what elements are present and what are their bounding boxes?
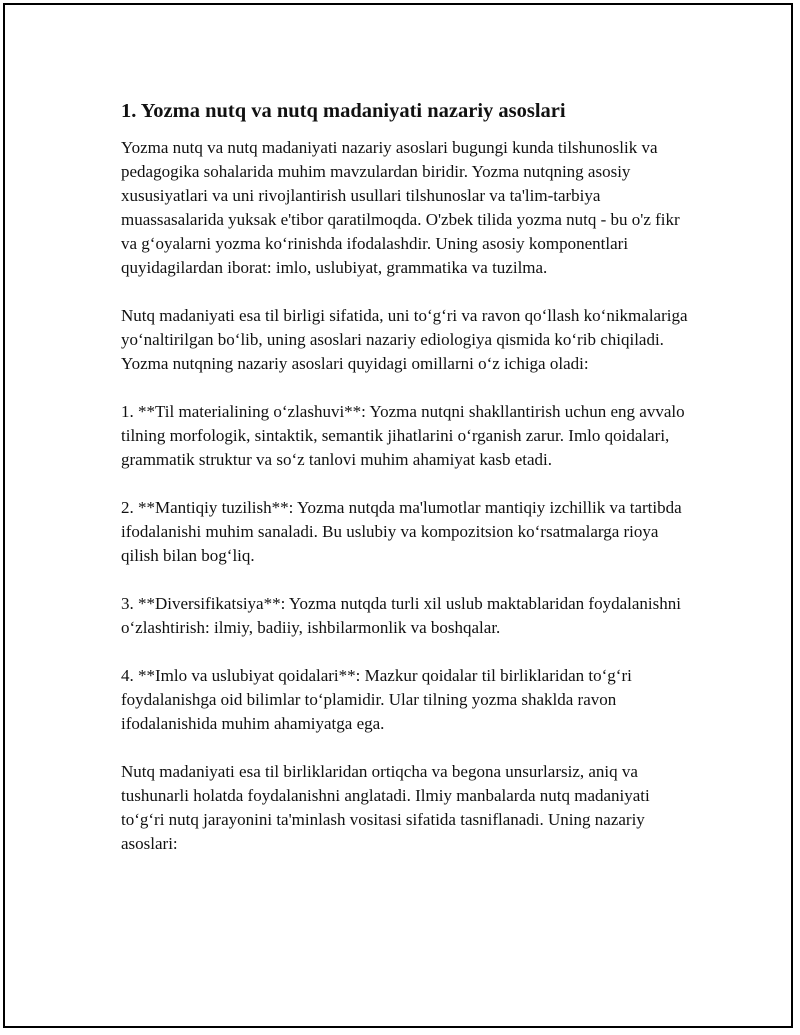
- list-item-1: 1. **Til materialining o‘zlashuvi**: Yozma nutqni shakllantirish uchun eng avvalo tilning morfologik, sintaktik, semantik jihatlarini o‘rganish zarur. Imlo qoidalari, grammatik struktur va so‘z tanlovi muhim ahamiyat kasb etadi.: [121, 402, 685, 469]
- paragraph-speech-culture: Nutq madaniyati esa til birligi sifatida, uni to‘g‘ri va ravon qo‘llash ko‘nikmalariga yo‘naltirilgan bo‘lib, uning asoslari nazariy ediologiya qismida ko‘rib chiqiladi. Yozma nutqning nazariy asoslari quyidagi omillarni o‘z ichiga oladi:: [121, 306, 688, 373]
- list-item-2: 2. **Mantiqiy tuzilish**: Yozma nutqda ma'lumotlar mantiqiy izchillik va tartibda ifodalanishi muhim sanaladi. Bu uslubiy va kompozitsion ko‘rsatmalarga rioya qilish bilan bog‘liq.: [121, 498, 682, 565]
- document-page: [3, 3, 793, 1028]
- document-body: [121, 97, 691, 880]
- section-heading: 1. Yozma nutq va nutq madaniyati nazariy asoslari: [121, 100, 566, 122]
- paragraph-intro: Yozma nutq va nutq madaniyati nazariy asoslari bugungi kunda tilshunoslik va pedagogika sohalarida muhim mavzulardan biridir. Yozma nutqning asosiy xususiyatlari va uni rivojlantirish usullari tilshunoslar va ta'lim-tarbiya muassasalarida yuksak e'tibor qaratilmoqda. O'zbek tilida yozma nutq - bu o'z fikr va g‘oyalarni yozma ko‘rinishda ifodalashdir. Uning asosiy komponentlari quyidagilardan iborat: imlo, uslubiyat, grammatika va tuzilma.: [121, 138, 680, 277]
- list-item-3: 3. **Diversifikatsiya**: Yozma nutqda turli xil uslub maktablaridan foydalanishni o‘zlashtirish: ilmiy, badiiy, ishbilarmonlik va boshqalar.: [121, 594, 681, 637]
- list-item-4: 4. **Imlo va uslubiyat qoidalari**: Mazkur qoidalar til birliklaridan to‘g‘ri foydalanishga oid bilimlar to‘plamidir. Ular tilning yozma shaklda ravon ifodalanishida muhim ahamiyatga ega.: [121, 666, 632, 733]
- paragraph-conclusion: Nutq madaniyati esa til birliklaridan ortiqcha va begona unsurlarsiz, aniq va tushunarli holatda foydalanishni anglatadi. Ilmiy manbalarda nutq madaniyati to‘g‘ri nutq jarayonini ta'minlash vositasi sifatida tasniflanadi. Uning nazariy asoslari:: [121, 762, 650, 853]
